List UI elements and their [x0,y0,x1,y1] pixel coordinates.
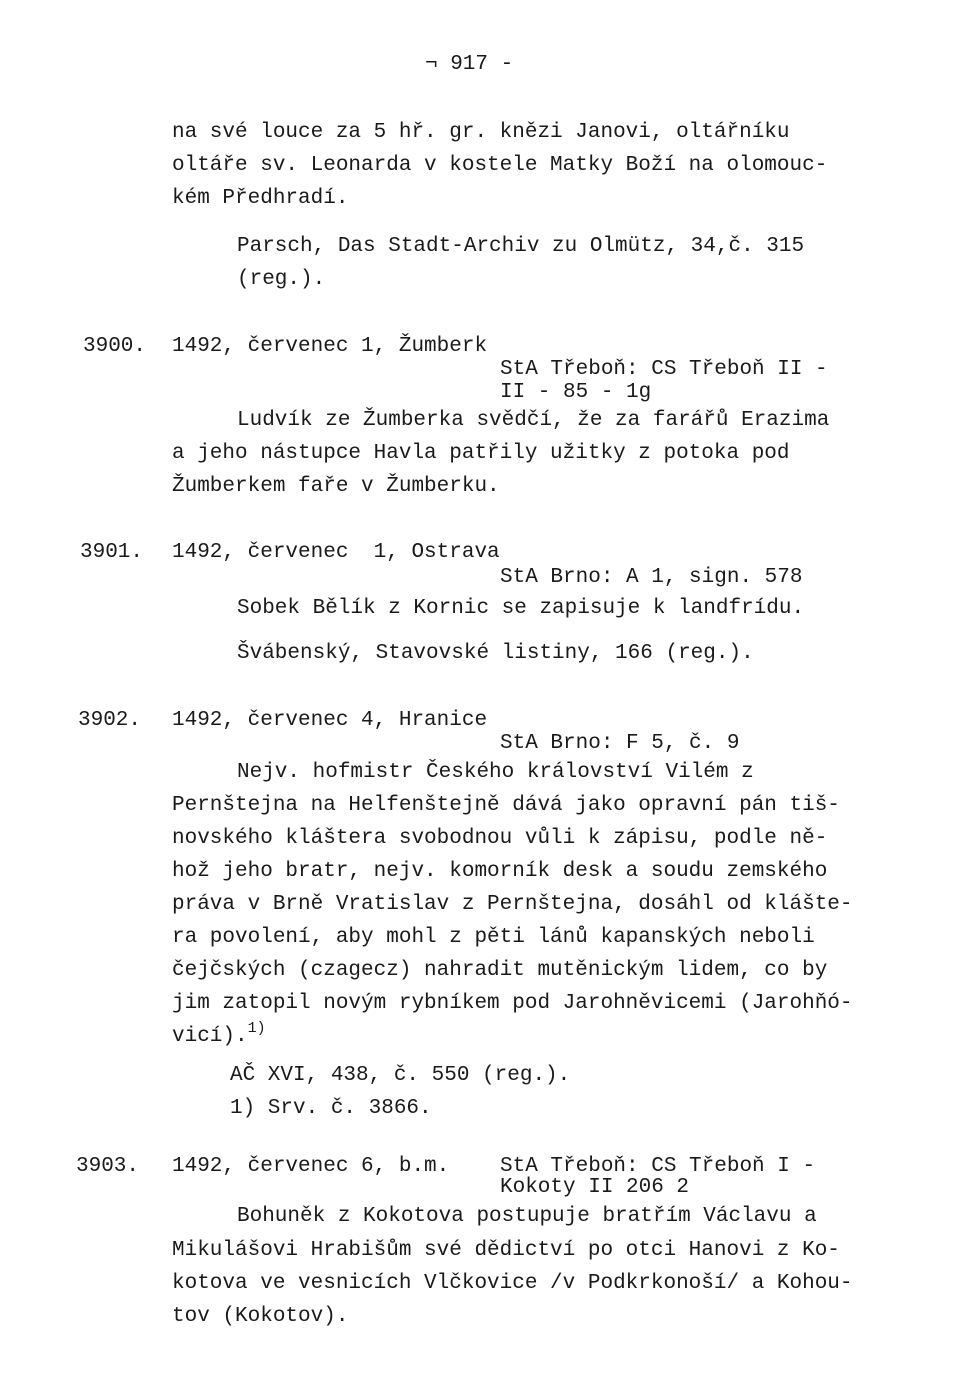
entry-header: 1492, červenec 1, Žumberk [172,335,488,358]
body-text-line: kotova ve vesnicích Vlčkovice /v Podkrkonoší/ a Kohou- [172,1272,853,1295]
entry-header: 1492, červenec 6, b.m. [172,1155,450,1178]
body-text-line: hož jeho bratr, nejv. komorník desk a soudu zemského [172,860,828,883]
archive-signature: Kokoty II 206 2 [500,1176,690,1199]
body-text-line: Sobek Bělík z Kornic se zapisuje k landfrídu. [237,597,805,620]
body-text-line [172,1020,266,1053]
body-text-line: kém Předhradí. [172,187,349,210]
body-text-line: Žumberkem faře v Žumberku. [172,475,500,498]
body-text-line: čejčských (czagecz) nahradit mutěnickým lidem, co by [172,959,828,982]
reference-line: (reg.). [237,268,326,291]
archive-signature: StA Třeboň: CS Třeboň I - [500,1155,816,1178]
archive-signature: StA Brno: F 5, č. 9 [500,732,740,755]
entry-number: 3902. [78,709,142,732]
body-text-line: ra povolení, aby mohl z pěti lánů kapanských neboli [172,926,815,949]
footnote: 1) Srv. č. 3866. [230,1097,432,1120]
body-text-line: práva v Brně Vratislav z Pernštejna, dosáhl od klášte- [172,893,853,916]
archive-signature: StA Třeboň: CS Třeboň II - [500,358,828,381]
body-text-line: Nejv. hofmistr Českého království Vilém z [237,761,754,784]
entry-number: 3900. [83,335,147,358]
body-text-line: Mikulášovi Hrabišům své dědictví po otci Hanovi z Ko- [172,1239,840,1262]
entry-header: 1492, červenec 4, Hranice [172,709,488,732]
body-text-line: na své louce za 5 hř. gr. knězi Janovi, oltářníku [172,121,790,144]
body-text-line: jim zatopil novým rybníkem pod Jarohněvicemi (Jarohňó- [172,992,853,1015]
reference-line: Parsch, Das Stadt-Archiv zu Olmütz, 34,č. 315 [237,235,805,258]
archive-signature: II - 85 - 1g [500,381,652,404]
reference-line: Švábenský, Stavovské listiny, 166 (reg.). [237,642,754,665]
body-text-line: Ludvík ze Žumberka svědčí, že za farářů Erazima [237,409,830,432]
reference-line: AČ XVI, 438, č. 550 (reg.). [230,1064,571,1087]
entry-number: 3903. [76,1155,140,1178]
body-text-line: novského kláštera svobodnou vůli k zápisu, podle ně- [172,827,828,850]
archive-signature: StA Brno: A 1, sign. 578 [500,566,803,589]
body-text-line: Pernštejna na Helfenštejně dává jako opravní pán tiš- [172,794,840,817]
body-text-line: tov (Kokotov). [172,1305,349,1328]
body-text-line: Bohuněk z Kokotova postupuje bratřím Václavu a [237,1205,817,1228]
body-text-line: a jeho nástupce Havla patřily užitky z potoka pod [172,442,790,465]
entry-number: 3901. [80,541,144,564]
page-number: ¬ 917 - [425,53,514,76]
body-text-line: oltáře sv. Leonarda v kostele Matky Boží na olomouc- [172,154,828,177]
body-text-fragment: vicí). [172,1025,248,1048]
footnote-mark: 1) [247,1020,266,1037]
entry-header: 1492, červenec 1, Ostrava [172,541,500,564]
